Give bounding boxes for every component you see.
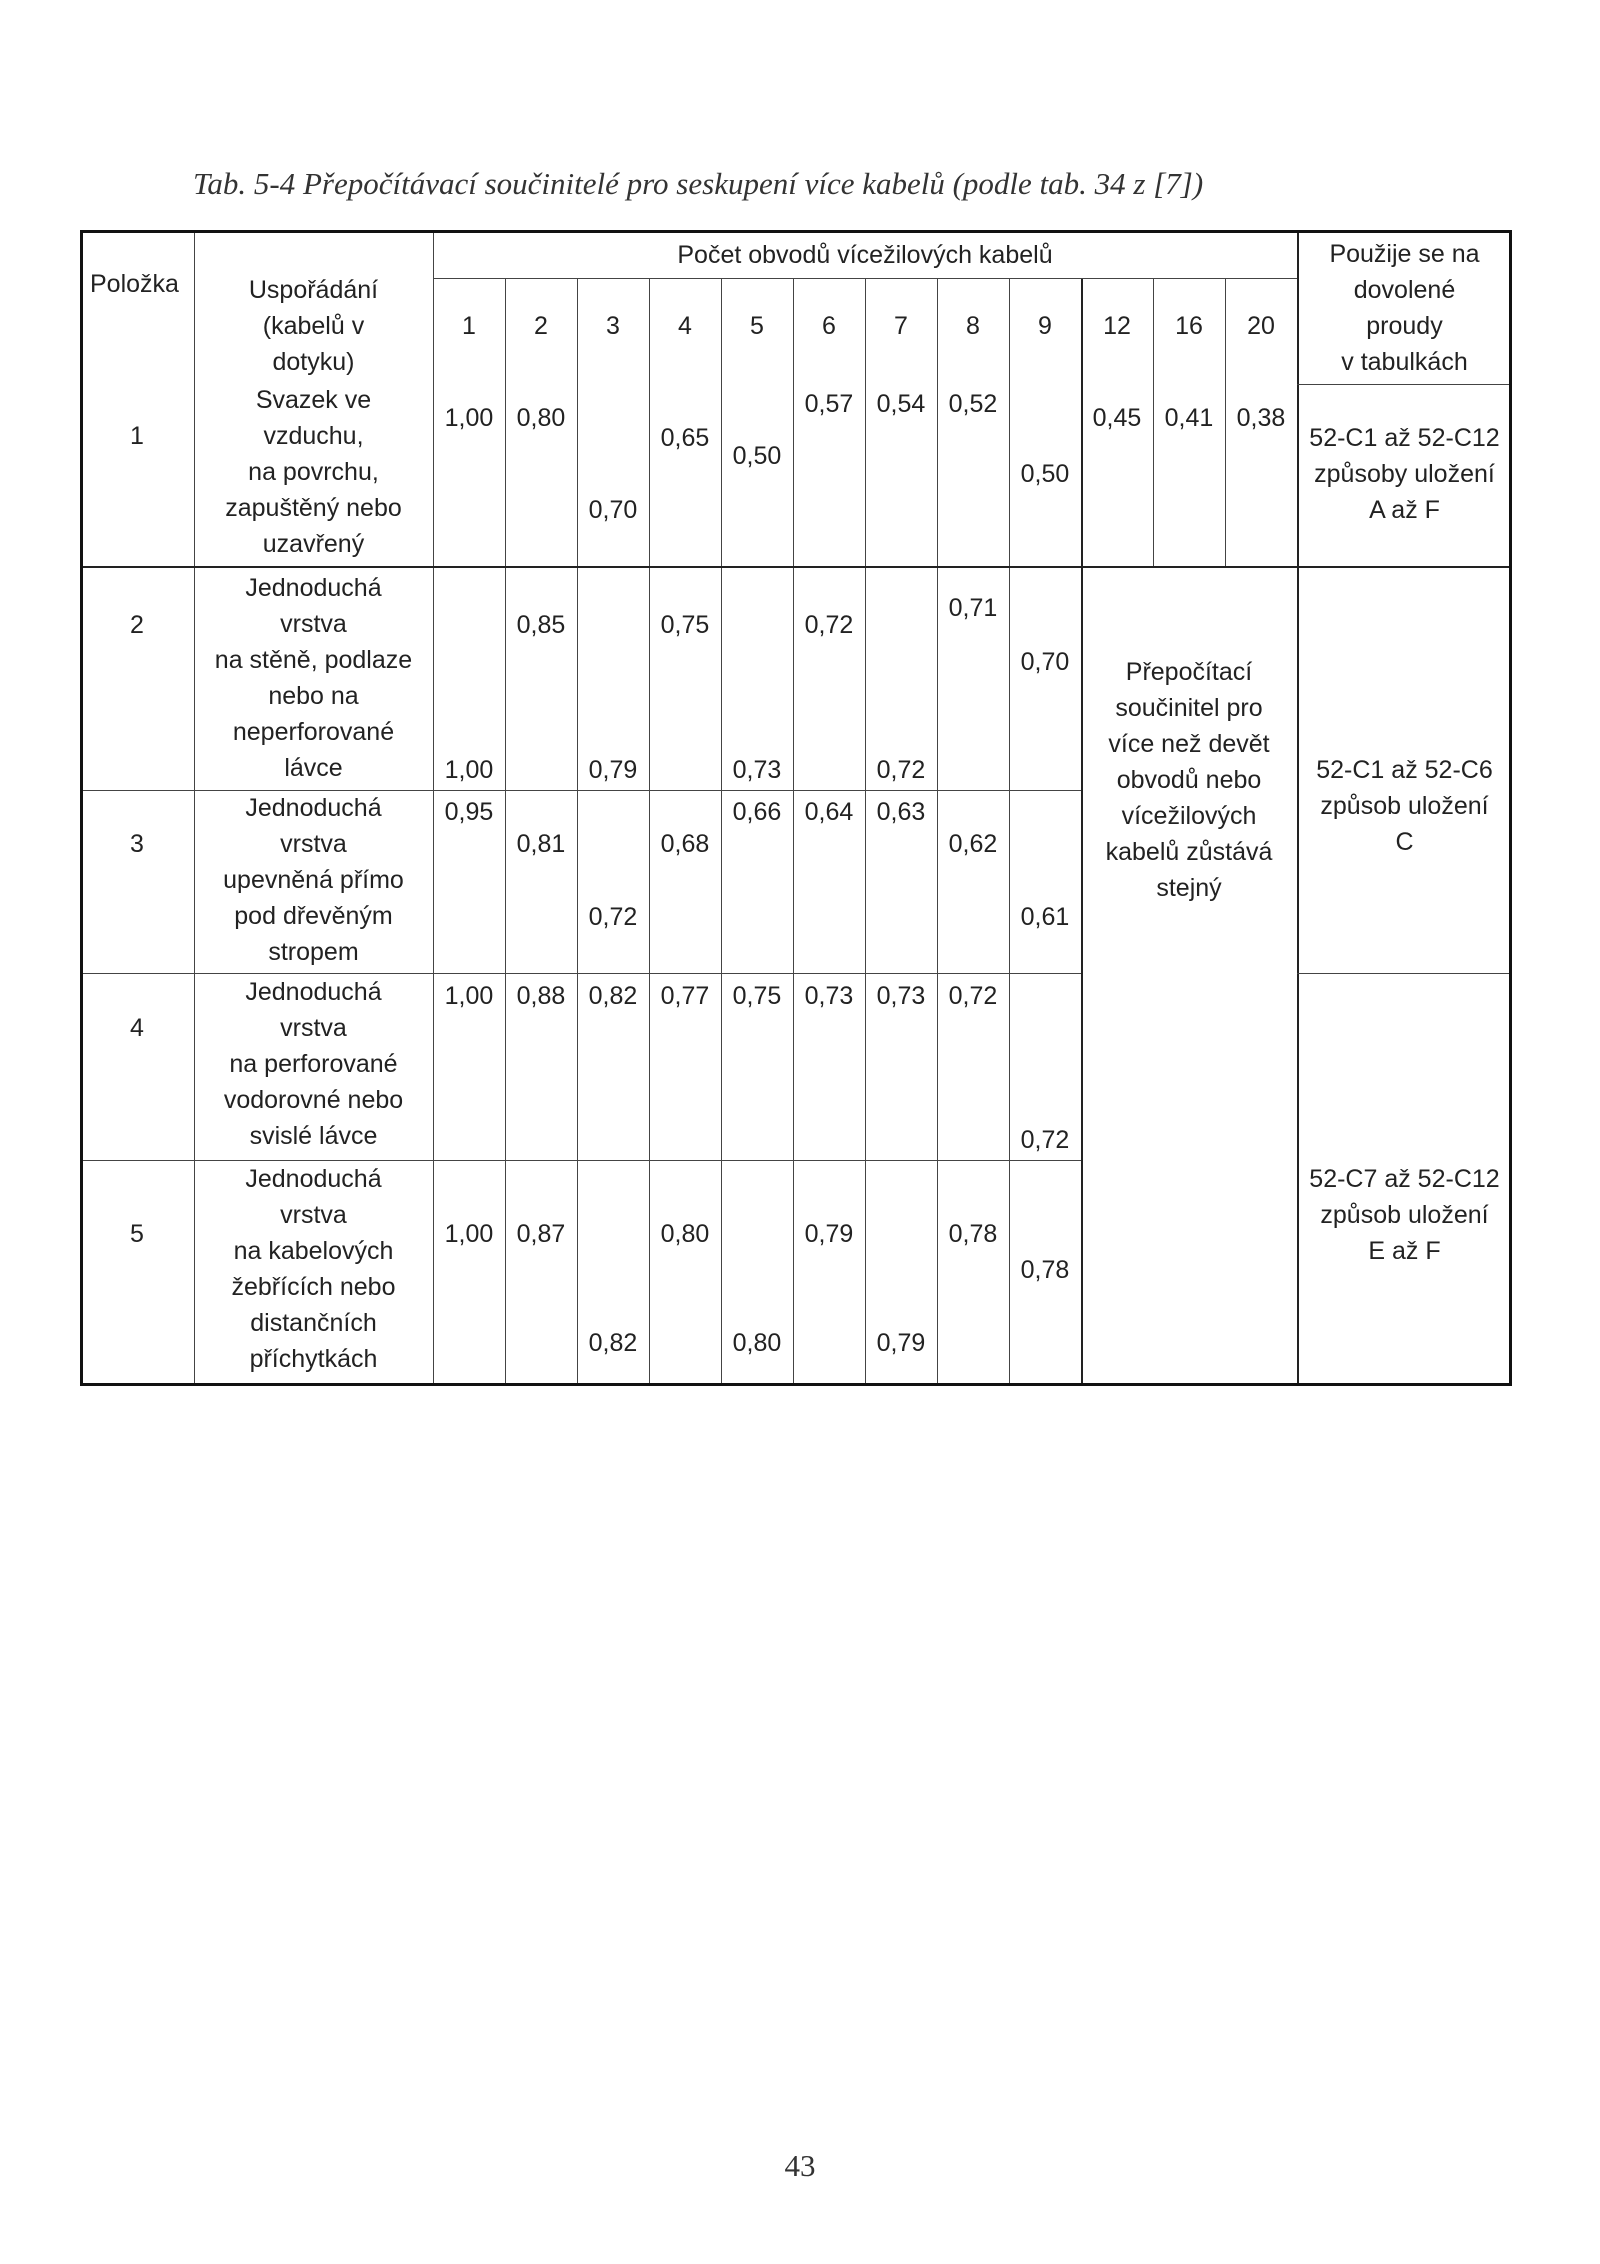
factor-cell: 0,88 (516, 982, 566, 1010)
factor-cell: 0,62 (948, 830, 998, 858)
factor-cell: 0,79 (876, 1329, 926, 1357)
more-than-nine-note: Přepočítací součinitel pro více než devět obvodů nebo vícežilových kabelů zůstává stejný (1105, 658, 1273, 902)
row-arrangement: Svazek ve vzduchu, na povrchu, zapuštěný nebo uzavřený (225, 386, 402, 558)
count-header: 9 (1038, 312, 1052, 340)
factor-cell: 0,70 (588, 496, 638, 524)
factor-cell: 0,78 (948, 1220, 998, 1248)
row-arrangement: Jednoduchá vrstva upevněná přímo pod dřevěným stropem (223, 794, 404, 966)
factor-cell: 0,75 (732, 982, 782, 1010)
factor-cell: 0,61 (1020, 903, 1070, 931)
factor-cell: 1,00 (444, 404, 494, 432)
page-number: 43 (784, 2148, 816, 2183)
factor-cell: 0,73 (876, 982, 926, 1010)
factor-cell: 0,52 (948, 390, 998, 418)
factor-cell: 0,41 (1164, 404, 1214, 432)
factor-cell: 0,77 (660, 982, 710, 1010)
factor-cell: 0,87 (516, 1220, 566, 1248)
factor-cell: 0,80 (660, 1220, 710, 1248)
factor-cell: 0,79 (804, 1220, 854, 1248)
count-header: 6 (822, 312, 836, 340)
factor-cell: 0,70 (1020, 648, 1070, 676)
factor-cell: 0,80 (516, 404, 566, 432)
factor-cell: 0,72 (1020, 1126, 1070, 1154)
factor-cell: 0,50 (1020, 460, 1070, 488)
factor-cell: 0,72 (948, 982, 998, 1010)
factor-cell: 0,54 (876, 390, 926, 418)
factor-cell: 0,85 (516, 611, 566, 639)
applies-row1: 52-C1 až 52-C12 způsoby uložení A až F (1309, 424, 1500, 524)
factor-cell: 1,00 (444, 756, 494, 784)
applies-rows-2-3: 52-C1 až 52-C6 způsob uložení C (1316, 756, 1493, 856)
factor-cell: 0,82 (588, 1329, 638, 1357)
count-header: 1 (462, 312, 476, 340)
factor-cell: 0,73 (804, 982, 854, 1010)
factor-cell: 0,73 (732, 756, 782, 784)
count-header: 20 (1247, 312, 1275, 340)
count-header: 2 (534, 312, 548, 340)
row-number: 1 (130, 422, 144, 450)
count-header: 3 (606, 312, 620, 340)
factor-cell: 0,95 (444, 798, 494, 826)
count-header: 16 (1175, 312, 1203, 340)
row-arrangement: Jednoduchá vrstva na stěně, podlaze nebo na neperforované lávce (214, 574, 413, 782)
factor-cell: 0,72 (588, 903, 638, 931)
factor-cell: 0,65 (660, 424, 710, 452)
header-usporadani: Uspořádání (kabelů v dotyku) (248, 276, 379, 376)
count-header: 7 (894, 312, 908, 340)
count-header: 8 (966, 312, 980, 340)
count-header: 4 (678, 312, 692, 340)
factor-cell: 0,72 (804, 611, 854, 639)
factor-cell: 0,79 (588, 756, 638, 784)
factor-cell: 1,00 (444, 982, 494, 1010)
factor-cell: 0,71 (948, 594, 998, 622)
factor-cell: 0,45 (1092, 404, 1142, 432)
row-number: 2 (130, 611, 144, 639)
factor-cell: 0,75 (660, 611, 710, 639)
applies-rows-4-5: 52-C7 až 52-C12 způsob uložení E až F (1309, 1165, 1500, 1265)
factor-cell: 0,72 (876, 756, 926, 784)
derating-factors-table (80, 230, 1512, 1386)
header-pocet-obvodu: Počet obvodů vícežilových kabelů (677, 241, 1053, 269)
factor-cell: 0,64 (804, 798, 854, 826)
factor-cell: 0,63 (876, 798, 926, 826)
factor-cell: 0,68 (660, 830, 710, 858)
count-header: 5 (750, 312, 764, 340)
factor-cell: 1,00 (444, 1220, 494, 1248)
row-number: 5 (130, 1220, 144, 1248)
header-polozka: Položka (90, 270, 179, 298)
factor-cell: 0,81 (516, 830, 566, 858)
row-arrangement: Jednoduchá vrstva na kabelových žebřících nebo distančních příchytkách (231, 1165, 396, 1373)
table-caption: Tab. 5-4 Přepočítávací součinitelé pro seskupení více kabelů (podle tab. 34 z [7]) (193, 166, 1204, 201)
factor-cell: 0,80 (732, 1329, 782, 1357)
factor-cell: 0,82 (588, 982, 638, 1010)
factor-cell: 0,66 (732, 798, 782, 826)
factor-cell: 0,38 (1236, 404, 1286, 432)
row-number: 4 (130, 1014, 144, 1042)
row-arrangement: Jednoduchá vrstva na perforované vodorovné nebo svislé lávce (223, 978, 404, 1150)
header-pouzije: Použije se na dovolené proudy v tabulkách (1329, 240, 1480, 376)
count-header: 12 (1103, 312, 1131, 340)
factor-cell: 0,78 (1020, 1256, 1070, 1284)
factor-cell: 0,50 (732, 442, 782, 470)
row-number: 3 (130, 830, 144, 858)
factor-cell: 0,57 (804, 390, 854, 418)
